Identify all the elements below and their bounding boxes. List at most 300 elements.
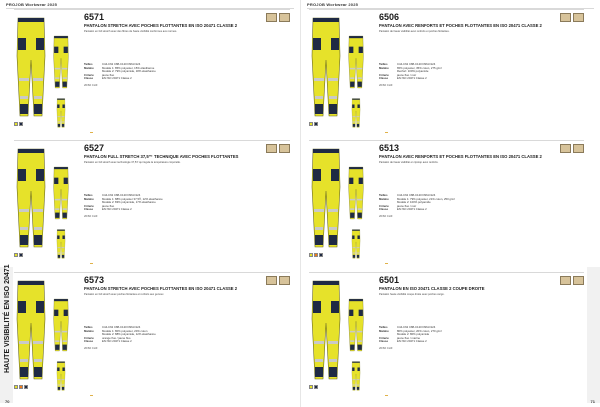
product-specs: [379, 63, 584, 81]
color-swatch: [314, 385, 318, 389]
garment-shape: [315, 96, 323, 99]
product-title: PANTALON AVEC RENFORTS ET POCHES FLOTTANTES EN ISO 20471 CLASSE 2: [379, 154, 542, 159]
spec-label: Matière: [84, 65, 94, 70]
left-brand: PROJOB Workwear 2025: [6, 2, 58, 7]
product-reference: 20/60 CHF: [84, 82, 98, 87]
garment-shape: [350, 77, 354, 79]
garment-shape: [357, 253, 359, 254]
garment-shape: [55, 68, 60, 70]
spec-label: Matière: [84, 196, 94, 201]
spec-label: Criterie: [379, 203, 389, 208]
certification-badges: [266, 276, 290, 285]
color-swatch: [19, 122, 23, 126]
garment-shape: [57, 362, 65, 363]
product-back-image: [347, 32, 365, 92]
garment-shape: [350, 213, 354, 218]
garment-shape: [64, 178, 68, 184]
certification-badge-icon: [266, 144, 277, 153]
garment-shape: [329, 104, 337, 114]
brand-logo-icon: [90, 132, 93, 133]
garment-shape: [329, 227, 337, 230]
garment-shape: [313, 301, 321, 313]
product-images: [309, 14, 375, 132]
garment-shape: [55, 213, 59, 218]
garment-shape: [315, 227, 323, 230]
garment-shape: [331, 38, 339, 50]
product-code: 6527: [84, 143, 105, 153]
color-swatch: [14, 122, 18, 126]
color-swatch: [19, 385, 23, 389]
garment-shape: [358, 77, 362, 79]
garment-shape: [352, 116, 355, 117]
product-section: [309, 12, 584, 137]
garment-shape: [63, 82, 67, 87]
garment-shape: [62, 247, 65, 248]
product-specs: [84, 326, 290, 344]
certification-badge-icon: [266, 276, 277, 285]
spec-label: Classe: [379, 76, 389, 81]
garment-shape: [54, 47, 58, 53]
garment-shape: [54, 299, 69, 351]
garment-shape: [55, 345, 59, 350]
garment-shape: [58, 255, 60, 258]
spec-value: jaune fluo: [102, 203, 115, 208]
garment-shape: [58, 124, 60, 127]
spec-value: C44-C62 C88-C120 D96-D124: [102, 325, 141, 329]
garment-shape: [331, 301, 339, 313]
garment-shape: [349, 310, 353, 316]
section-divider: [14, 9, 290, 10]
garment-shape: [18, 281, 44, 285]
right-sidebar: [587, 10, 600, 407]
spec-row: [379, 208, 584, 212]
garment-shape: [20, 235, 28, 245]
product-description: Pantalon de haute visibilité en ripstop avec renforts.: [379, 161, 439, 164]
spec-value: 65% polyester, 35% coton, 275 g/m²: [397, 65, 442, 70]
spec-label: Matière: [379, 65, 389, 70]
spec-value: Modèle 1: 88% polyester 37,5®, 12% élasthanne: [102, 196, 163, 201]
garment-shape: [329, 96, 337, 99]
spec-value: C44-C62 C88-C120 D96-D124: [397, 325, 436, 329]
product-detail-image: [52, 229, 70, 259]
garment-shape: [17, 18, 45, 116]
garment-shape: [18, 149, 44, 153]
certification-badge-icon: [279, 13, 290, 22]
garment-shape: [358, 340, 362, 342]
right-page: [300, 0, 600, 407]
product-title: PANTALON STRETCH AVEC POCHES FLOTTANTES EN ISO 20471 CLASSE 2: [84, 286, 238, 291]
garment-shape: [328, 341, 338, 344]
spec-value: Modèle 2: 83% polyamide, 17% élasthanne: [102, 200, 156, 205]
garment-shape: [352, 367, 354, 371]
garment-shape: [58, 253, 60, 254]
product-front-image: [309, 14, 343, 120]
color-swatches: [14, 122, 23, 126]
garment-shape: [313, 38, 321, 50]
garment-shape: [63, 340, 67, 342]
certification-badge-icon: [573, 276, 584, 285]
garment-shape: [314, 341, 324, 344]
garment-shape: [33, 78, 43, 81]
garment-shape: [62, 331, 67, 333]
garment-shape: [19, 209, 29, 212]
product-front-image: [14, 14, 48, 120]
product-title: PANTALON AVEC RENFORTS ET POCHES FLOTTANTES EN ISO 20471 CLASSE 2: [379, 23, 542, 28]
product-title: PANTALON STRETCH AVEC POCHES FLOTTANTES EN ISO 20471 CLASSE 2: [84, 23, 238, 28]
product-back-image: [52, 295, 70, 355]
spec-value: C44-C62 C88-C120 D96-D124: [397, 62, 436, 66]
garment-shape: [349, 36, 364, 88]
spec-label: Tailles: [84, 325, 93, 329]
garment-shape: [64, 310, 68, 316]
garment-shape: [357, 331, 362, 333]
spec-label: Tailles: [84, 193, 93, 197]
garment-shape: [315, 359, 323, 362]
garment-shape: [18, 169, 26, 181]
garment-shape: [36, 169, 44, 181]
spec-value: EN ISO 20471 Classe 2: [102, 207, 132, 212]
garment-shape: [358, 82, 362, 87]
product-front-image: [309, 277, 343, 383]
garment-shape: [63, 77, 67, 79]
color-swatch: [309, 253, 313, 257]
product-images: [14, 14, 80, 132]
product-code: 6571: [84, 12, 105, 22]
certification-badge-icon: [573, 144, 584, 153]
garment-shape: [328, 209, 338, 212]
garment-shape: [19, 341, 29, 344]
brand-logo-icon: [90, 395, 93, 396]
garment-shape: [349, 167, 364, 219]
garment-shape: [349, 178, 353, 184]
garment-shape: [33, 341, 43, 344]
spec-value: orange fluo / jaune fluo: [102, 335, 131, 340]
garment-shape: [63, 213, 67, 218]
garment-shape: [19, 78, 29, 81]
garment-shape: [57, 230, 65, 259]
garment-shape: [357, 124, 359, 127]
spec-label: Criterie: [379, 72, 389, 77]
brand-logo-icon: [379, 395, 382, 396]
garment-shape: [353, 255, 355, 258]
spec-row: [84, 340, 290, 344]
color-swatches: [14, 253, 23, 257]
product-description: Pantalon en full stretch avec poches flottantes et renforts aux genoux.: [84, 293, 165, 296]
spec-value: C44-C62 C88-C120 D96-D124: [102, 62, 141, 66]
garment-shape: [57, 367, 59, 371]
spec-label: Criterie: [84, 72, 94, 77]
garment-shape: [357, 387, 359, 390]
product-detail-image: [347, 229, 365, 259]
garment-shape: [312, 18, 340, 116]
product-details: [379, 275, 584, 400]
garment-shape: [350, 68, 355, 70]
left-header: [0, 0, 300, 9]
product-detail-image: [52, 361, 70, 391]
garment-shape: [34, 359, 42, 362]
spec-value: EN ISO 20471 Classe 2: [102, 339, 132, 344]
section-divider: [309, 272, 584, 273]
garment-shape: [353, 122, 355, 123]
product-front-image: [14, 145, 48, 251]
spec-value: Modèle 2: 100% polyamide: [397, 200, 431, 205]
garment-shape: [314, 78, 324, 81]
spec-label: Matière: [379, 328, 389, 333]
garment-shape: [350, 82, 354, 87]
product-reference: 20/60 CHF: [84, 213, 98, 218]
garment-shape: [353, 253, 355, 254]
garment-shape: [54, 178, 58, 184]
garment-shape: [357, 247, 360, 248]
garment-shape: [352, 235, 354, 239]
garment-shape: [34, 235, 42, 245]
garment-shape: [357, 116, 360, 117]
spec-value: EN ISO 20471 Classe 2: [397, 339, 427, 344]
garment-shape: [329, 235, 337, 245]
product-section: [14, 143, 290, 268]
garment-shape: [350, 199, 355, 201]
right-brand: PROJOB Workwear 2025: [307, 2, 359, 7]
spec-label: Classe: [84, 207, 94, 212]
spec-value: Modèle 2: 88% polyamide, 12% élasthanne: [102, 332, 156, 337]
spec-label: Criterie: [84, 335, 94, 340]
garment-shape: [352, 379, 355, 380]
garment-shape: [55, 199, 60, 201]
garment-shape: [357, 255, 359, 258]
garment-shape: [62, 255, 64, 258]
garment-shape: [349, 47, 353, 53]
product-detail-image: [52, 98, 70, 128]
garment-shape: [62, 68, 67, 70]
garment-shape: [357, 379, 360, 380]
spec-value: EN ISO 20471 Classe 2: [397, 76, 427, 81]
garment-shape: [358, 213, 362, 218]
garment-shape: [62, 379, 65, 380]
garment-shape: [58, 385, 60, 386]
garment-shape: [357, 367, 359, 371]
product-reference: 20/60 CHF: [84, 345, 98, 350]
spec-value: 80% polyester, 20% coton, 270 g/m²: [397, 328, 442, 333]
product-detail-image: [347, 361, 365, 391]
product-specs: [379, 194, 584, 212]
garment-shape: [62, 235, 64, 239]
garment-shape: [312, 281, 340, 379]
garment-shape: [329, 359, 337, 362]
spec-value: C44-C62 C88-C120 D96-D124: [102, 193, 141, 197]
garment-shape: [34, 367, 42, 377]
garment-shape: [33, 209, 43, 212]
garment-shape: [62, 387, 64, 390]
spec-label: Matière: [379, 196, 389, 201]
certification-badges: [266, 144, 290, 153]
color-swatch: [319, 253, 323, 257]
garment-shape: [62, 199, 67, 201]
product-details: [84, 12, 290, 137]
garment-shape: [55, 340, 59, 342]
product-back-image: [52, 163, 70, 223]
certification-badges: [560, 13, 584, 22]
color-swatch: [14, 385, 18, 389]
product-images: [309, 277, 375, 395]
garment-shape: [357, 235, 359, 239]
garment-shape: [352, 230, 360, 259]
garment-shape: [349, 36, 363, 38]
spec-value: Modèle 1: 79% polyester, 21% coton, 250 g/m²: [397, 196, 455, 201]
product-front-image: [14, 277, 48, 383]
product-description: Pantalon en full stretch avec technologie 37,5® qui régule la température corporelle.: [84, 161, 181, 164]
spec-value: jaune fluo / noir: [397, 72, 417, 77]
product-back-image: [347, 295, 365, 355]
spec-value: jaune fluo: [102, 72, 115, 77]
product-title: PANTALON EN ISO 20471 CLASSE 2 COUPE DROITE: [379, 286, 485, 291]
product-specs: [84, 63, 290, 81]
spec-label: Tailles: [379, 193, 388, 197]
garment-shape: [17, 281, 45, 379]
spec-row: [84, 208, 290, 212]
garment-shape: [352, 99, 360, 100]
product-detail-image: [347, 98, 365, 128]
spec-value: jaune fluo / marine: [397, 335, 421, 340]
color-swatch: [309, 122, 313, 126]
color-swatches: [309, 253, 323, 257]
garment-shape: [359, 47, 363, 53]
garment-shape: [62, 124, 64, 127]
brand-logos: [379, 132, 388, 133]
garment-shape: [54, 167, 68, 169]
brand-logo-icon: [385, 395, 388, 396]
garment-shape: [34, 104, 42, 114]
garment-shape: [314, 209, 324, 212]
brand-logo-icon: [385, 132, 388, 133]
garment-shape: [58, 122, 60, 123]
garment-shape: [55, 82, 59, 87]
section-divider: [309, 9, 584, 10]
garment-shape: [352, 362, 360, 391]
product-description: Pantalon en full stretch avec des fibres de haute visibilité conformes aux normes.: [84, 30, 177, 33]
brand-logo-icon: [379, 132, 382, 133]
garment-shape: [353, 124, 355, 127]
garment-shape: [55, 77, 59, 79]
garment-shape: [313, 18, 339, 22]
brand-logo-icon: [84, 395, 87, 396]
product-front-image: [309, 145, 343, 251]
certification-badge-icon: [279, 144, 290, 153]
brand-logo-icon: [84, 132, 87, 133]
product-details: [84, 143, 290, 268]
garment-shape: [331, 169, 339, 181]
product-description: Pantalon haute visibilité coupe droite avec poches cargo.: [379, 293, 445, 296]
garment-shape: [54, 36, 68, 38]
garment-shape: [359, 310, 363, 316]
page-number-left: 70: [5, 399, 10, 404]
page-number-right: 71: [590, 399, 595, 404]
garment-shape: [18, 301, 26, 313]
garment-shape: [352, 230, 360, 231]
certification-badge-icon: [279, 276, 290, 285]
product-details: [379, 143, 584, 268]
garment-shape: [62, 385, 64, 386]
spec-value: EN ISO 20471 Classe 2: [102, 76, 132, 81]
brand-logo-icon: [84, 263, 87, 264]
spec-value: Modèle 2: 79% polyamide, 18% élasthanne: [102, 69, 156, 74]
brand-logo-icon: [385, 263, 388, 264]
garment-shape: [20, 104, 28, 114]
garment-shape: [329, 367, 337, 377]
garment-shape: [62, 104, 64, 108]
certification-badge-icon: [560, 144, 571, 153]
garment-shape: [352, 247, 355, 248]
garment-shape: [64, 47, 68, 53]
certification-badges: [266, 13, 290, 22]
garment-shape: [357, 104, 359, 108]
color-swatches: [309, 385, 318, 389]
garment-shape: [359, 178, 363, 184]
garment-shape: [62, 253, 64, 254]
section-divider: [14, 140, 290, 141]
product-back-image: [347, 163, 365, 223]
garment-shape: [57, 99, 65, 100]
garment-shape: [57, 379, 60, 380]
garment-shape: [57, 362, 65, 391]
product-images: [14, 277, 80, 395]
spec-row: [379, 77, 584, 81]
garment-shape: [63, 345, 67, 350]
garment-shape: [58, 387, 60, 390]
brand-logos: [84, 132, 93, 133]
garment-shape: [62, 122, 64, 123]
product-code: 6513: [379, 143, 400, 153]
brand-logos: [84, 395, 93, 396]
product-images: [14, 145, 80, 263]
certification-badge-icon: [266, 13, 277, 22]
certification-badges: [560, 144, 584, 153]
garment-shape: [353, 385, 355, 386]
spec-label: Tailles: [379, 325, 388, 329]
garment-shape: [55, 331, 60, 333]
brand-logo-icon: [379, 263, 382, 264]
garment-shape: [57, 235, 59, 239]
color-swatch: [314, 253, 318, 257]
garment-shape: [349, 167, 363, 169]
certification-badge-icon: [560, 13, 571, 22]
garment-shape: [349, 299, 363, 301]
garment-shape: [312, 149, 340, 247]
garment-shape: [357, 68, 362, 70]
product-reference: 20/60 CHF: [379, 345, 393, 350]
garment-shape: [20, 227, 28, 230]
garment-shape: [315, 367, 323, 377]
garment-shape: [54, 167, 69, 219]
brand-logos: [84, 263, 93, 264]
spec-label: Criterie: [84, 203, 94, 208]
product-details: [84, 275, 290, 400]
garment-shape: [18, 38, 26, 50]
product-title: PANTALON FULL STRETCH 37,5™ TECHNIQUE AVEC POCHES FLOTTANTES: [84, 154, 239, 159]
garment-shape: [313, 149, 339, 153]
spec-label: Criterie: [379, 335, 389, 340]
garment-shape: [350, 340, 354, 342]
color-swatches: [14, 385, 28, 389]
garment-shape: [17, 149, 45, 247]
spec-value: Modèle 2: 80% polyamide: [397, 332, 430, 337]
spec-label: Tailles: [379, 62, 388, 66]
garment-shape: [313, 281, 339, 285]
garment-shape: [57, 230, 65, 231]
certification-badge-icon: [560, 276, 571, 285]
product-images: [309, 145, 375, 263]
spec-value: Modèle 1: 85% polyester, 15% élasthanne: [102, 65, 155, 70]
left-sidebar: [0, 10, 13, 407]
